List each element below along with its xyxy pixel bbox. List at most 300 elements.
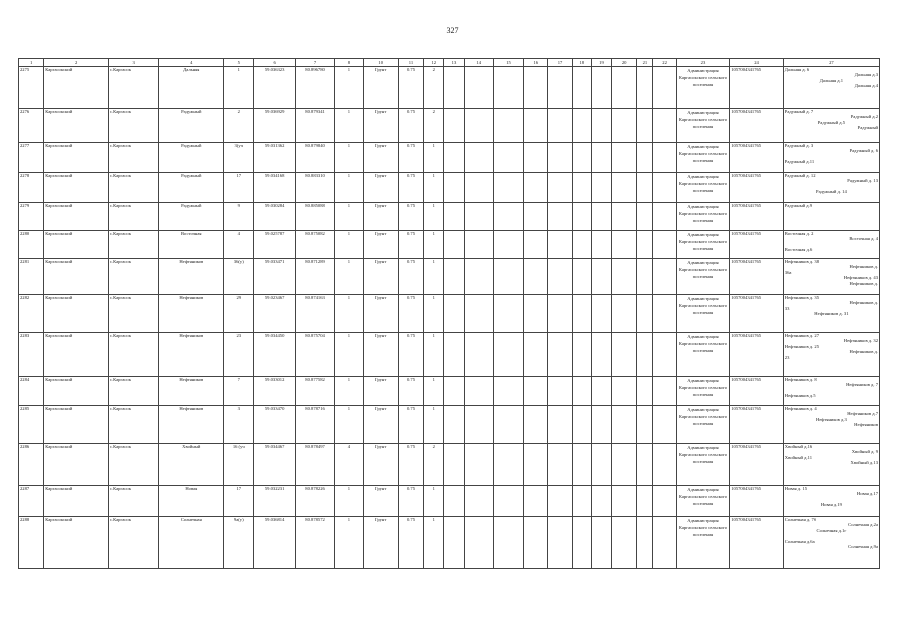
cell-area: 0.75 <box>398 517 423 569</box>
cell-empty <box>464 444 493 486</box>
cell-street: Нефтяников <box>159 333 224 377</box>
column-header: 7 <box>295 59 334 67</box>
cell-empty <box>464 173 493 203</box>
cell-latitude: 59.033471 <box>254 259 295 295</box>
cell-district: Каргасокский <box>44 109 109 143</box>
cell-house: 3(уч <box>224 143 254 173</box>
address-line: Нефтяников <box>854 422 878 428</box>
cell-empty <box>444 517 464 569</box>
cell-empty <box>637 173 653 203</box>
cell-empty <box>572 517 591 569</box>
cell-latitude: 59.033470 <box>254 406 295 444</box>
cell-addresses <box>783 173 879 203</box>
header-row <box>19 59 880 67</box>
column-header: 13 <box>444 59 464 67</box>
cell-empty <box>612 231 637 259</box>
cell-empty <box>444 67 464 109</box>
cell-empty <box>524 143 548 173</box>
cell-longitude: 80.878716 <box>295 406 334 444</box>
cell-empty <box>653 444 676 486</box>
cell-surface: Грунт <box>363 486 398 517</box>
cell-empty <box>572 486 591 517</box>
cell-empty <box>524 295 548 333</box>
address-line: Восточная д. 4 <box>849 236 878 242</box>
cell-count: 1 <box>335 259 363 295</box>
column-header: 16 <box>524 59 548 67</box>
cell-street: Радужный <box>159 203 224 231</box>
address-line: Новая д.19 <box>820 502 842 508</box>
cell-empty <box>612 377 637 406</box>
cell-owner: Администрация Каргасокского сельского поселения <box>676 377 730 406</box>
cell-settlement: с.Каргасок <box>108 517 159 569</box>
cell-empty <box>591 517 611 569</box>
cell-latitude: 59.033012 <box>254 377 295 406</box>
address-line: Радужный д. 14 <box>816 189 847 195</box>
cell-longitude: 80.874163 <box>295 295 334 333</box>
cell-empty <box>591 259 611 295</box>
cell-district: Каргасокский <box>44 333 109 377</box>
cell-empty <box>637 203 653 231</box>
cell-settlement: с.Каргасок <box>108 67 159 109</box>
column-header: 14 <box>464 59 493 67</box>
cell-house: 36(у) <box>224 259 254 295</box>
cell-addresses <box>783 67 879 109</box>
cell-empty <box>572 333 591 377</box>
cell-latitude: 59.030284 <box>254 203 295 231</box>
cell-area: 0.75 <box>398 406 423 444</box>
cell-street: Восточная <box>159 231 224 259</box>
cell-empty <box>464 259 493 295</box>
cell-empty <box>653 203 676 231</box>
address-line: Нефтяников д. 4 <box>784 406 817 411</box>
address-line: 36а <box>784 269 792 275</box>
cell-house: 17 <box>224 486 254 517</box>
cell-count: 1 <box>335 406 363 444</box>
cell-empty <box>612 67 637 109</box>
cell-empty <box>493 67 523 109</box>
cell-district: Каргасокский <box>44 377 109 406</box>
cell-empty <box>572 259 591 295</box>
cell-settlement: с.Каргасок <box>108 231 159 259</box>
cell-street: Нефтяников <box>159 259 224 295</box>
address-line: Нефтяников д. 7 <box>846 382 878 388</box>
cell-longitude: 80.875082 <box>295 231 334 259</box>
cell-containers: 2 <box>424 444 444 486</box>
cell-longitude: 80.878226 <box>295 486 334 517</box>
address-line: 23 <box>784 354 790 360</box>
cell-street: Нефтяников <box>159 295 224 333</box>
cell-empty <box>653 406 676 444</box>
cell-latitude: 59.031362 <box>254 143 295 173</box>
cell-empty <box>612 259 637 295</box>
cell-street: Солнечная <box>159 517 224 569</box>
cell-empty <box>493 109 523 143</box>
cell-id: 2288 <box>19 517 44 569</box>
cell-owner: Администрация Каргасокского сельского поселения <box>676 259 730 295</box>
cell-containers: 1 <box>424 143 444 173</box>
cell-district: Каргасокский <box>44 444 109 486</box>
cell-empty <box>637 333 653 377</box>
cell-empty <box>591 333 611 377</box>
cell-count: 1 <box>335 109 363 143</box>
column-header: 17 <box>548 59 572 67</box>
cell-street: Нефтяников <box>159 406 224 444</box>
cell-empty <box>464 377 493 406</box>
cell-count: 1 <box>335 231 363 259</box>
cell-house: 1 <box>224 67 254 109</box>
cell-empty <box>444 231 464 259</box>
cell-addresses <box>783 377 879 406</box>
registry-table <box>18 58 880 569</box>
cell-surface: Грунт <box>363 295 398 333</box>
column-header: 12 <box>424 59 444 67</box>
cell-id: 2275 <box>19 67 44 109</box>
cell-empty <box>591 231 611 259</box>
cell-longitude: 80.877582 <box>295 377 334 406</box>
cell-owner: Администрация Каргасокского сельского поселения <box>676 295 730 333</box>
cell-owner: Администрация Каргасокского сельского поселения <box>676 333 730 377</box>
cell-latitude: 59.036814 <box>254 517 295 569</box>
cell-code: 1057004341765 <box>730 517 784 569</box>
cell-empty <box>464 109 493 143</box>
cell-surface: Грунт <box>363 67 398 109</box>
cell-empty <box>524 406 548 444</box>
cell-surface: Грунт <box>363 406 398 444</box>
cell-count: 1 <box>335 203 363 231</box>
cell-area: 0.75 <box>398 259 423 295</box>
cell-settlement: с.Каргасок <box>108 259 159 295</box>
cell-area: 0.75 <box>398 203 423 231</box>
cell-containers: 1 <box>424 517 444 569</box>
cell-count: 1 <box>335 295 363 333</box>
cell-empty <box>591 173 611 203</box>
cell-area: 0.75 <box>398 109 423 143</box>
cell-addresses <box>783 517 879 569</box>
address-line: 33 <box>784 305 790 311</box>
cell-street: Новая <box>159 486 224 517</box>
cell-street: Нефтяников <box>159 377 224 406</box>
cell-empty <box>464 406 493 444</box>
cell-owner: Администрация Каргасокского сельского поселения <box>676 109 730 143</box>
cell-empty <box>612 143 637 173</box>
cell-empty <box>572 444 591 486</box>
column-header: 8 <box>335 59 363 67</box>
cell-empty <box>612 173 637 203</box>
cell-count: 1 <box>335 377 363 406</box>
cell-owner: Администрация Каргасокского сельского поселения <box>676 231 730 259</box>
cell-code: 1057004341765 <box>730 173 784 203</box>
cell-longitude: 80.871289 <box>295 259 334 295</box>
cell-street: Радужный <box>159 173 224 203</box>
address-line: Радужный д.2 <box>850 114 878 120</box>
cell-empty <box>653 486 676 517</box>
cell-empty <box>444 295 464 333</box>
cell-containers: 1 <box>424 259 444 295</box>
cell-empty <box>444 203 464 231</box>
cell-settlement: с.Каргасок <box>108 444 159 486</box>
cell-longitude: 80.875704 <box>295 333 334 377</box>
cell-surface: Грунт <box>363 143 398 173</box>
cell-house: 29 <box>224 295 254 333</box>
cell-code: 1057004341765 <box>730 143 784 173</box>
cell-id: 2287 <box>19 486 44 517</box>
address-line: Радужный д.9 <box>784 203 813 208</box>
address-line: Радужный д. 3 <box>784 143 814 148</box>
cell-id: 2280 <box>19 231 44 259</box>
cell-id: 2277 <box>19 143 44 173</box>
cell-house: 3 <box>224 406 254 444</box>
column-header: 24 <box>730 59 784 67</box>
address-line: Нефтяников д.5 <box>784 393 816 399</box>
address-line: Хвойный д.11 <box>784 454 813 460</box>
address-line: Нефтяников д. 31 <box>814 311 849 317</box>
address-line: Радужный <box>857 125 878 131</box>
cell-latitude: 59.023467 <box>254 295 295 333</box>
cell-id: 2279 <box>19 203 44 231</box>
cell-addresses <box>783 486 879 517</box>
cell-latitude: 59.025787 <box>254 231 295 259</box>
cell-owner: Администрация Каргасокского сельского поселения <box>676 517 730 569</box>
address-line: Нефтяников д. 35 <box>784 295 819 300</box>
cell-empty <box>524 203 548 231</box>
cell-surface: Грунт <box>363 517 398 569</box>
cell-empty <box>612 109 637 143</box>
cell-empty <box>444 444 464 486</box>
cell-house: 9а(у) <box>224 517 254 569</box>
cell-empty <box>464 203 493 231</box>
cell-empty <box>653 173 676 203</box>
column-header: 20 <box>612 59 637 67</box>
cell-empty <box>524 259 548 295</box>
cell-empty <box>493 333 523 377</box>
cell-count: 1 <box>335 67 363 109</box>
cell-surface: Грунт <box>363 173 398 203</box>
address-line: Дальняя д.4 <box>854 83 878 89</box>
column-header: 27 <box>783 59 879 67</box>
cell-empty <box>591 109 611 143</box>
address-line: Радужный д. 7 <box>784 109 814 114</box>
cell-containers: 1 <box>424 333 444 377</box>
table-row <box>19 67 880 109</box>
cell-id: 2283 <box>19 333 44 377</box>
cell-empty <box>493 259 523 295</box>
cell-house: 9 <box>224 203 254 231</box>
cell-empty <box>464 295 493 333</box>
cell-code: 1057004341765 <box>730 377 784 406</box>
cell-empty <box>653 377 676 406</box>
cell-empty <box>548 295 572 333</box>
address-line: Радужный д. 6 <box>849 148 878 154</box>
address-line: Солнечная д. 7б <box>784 517 817 522</box>
cell-owner: Администрация Каргасокского сельского поселения <box>676 486 730 517</box>
table-row <box>19 406 880 444</box>
cell-area: 0.75 <box>398 486 423 517</box>
column-header: 18 <box>572 59 591 67</box>
cell-surface: Грунт <box>363 259 398 295</box>
address-line: Нефтяников д. <box>849 264 878 270</box>
cell-containers: 1 <box>424 231 444 259</box>
address-line: Хвойный д. 9 <box>851 449 878 455</box>
cell-house: 17 <box>224 173 254 203</box>
cell-empty <box>637 259 653 295</box>
cell-district: Каргасокский <box>44 295 109 333</box>
address-line: Солнечная д.6а <box>784 538 815 544</box>
cell-settlement: с.Каргасок <box>108 295 159 333</box>
cell-empty <box>612 203 637 231</box>
cell-containers: 2 <box>424 67 444 109</box>
cell-latitude: 59.036323 <box>254 67 295 109</box>
cell-code: 1057004341765 <box>730 259 784 295</box>
cell-empty <box>444 259 464 295</box>
table-row <box>19 259 880 295</box>
cell-empty <box>524 517 548 569</box>
address-line: Дальняя д. 6 <box>784 67 810 72</box>
cell-empty <box>591 377 611 406</box>
cell-empty <box>591 203 611 231</box>
cell-count: 1 <box>335 143 363 173</box>
table-row <box>19 203 880 231</box>
column-header: 1 <box>19 59 44 67</box>
table-row <box>19 486 880 517</box>
table-row <box>19 173 880 203</box>
cell-street: Дальняя <box>159 67 224 109</box>
cell-empty <box>637 444 653 486</box>
cell-containers: 1 <box>424 377 444 406</box>
cell-code: 1057004341765 <box>730 203 784 231</box>
column-header: 21 <box>637 59 653 67</box>
table-body <box>19 67 880 569</box>
cell-settlement: с.Каргасок <box>108 143 159 173</box>
cell-code: 1057004341765 <box>730 486 784 517</box>
cell-settlement: с.Каргасок <box>108 109 159 143</box>
cell-district: Каргасокский <box>44 67 109 109</box>
cell-containers: 1 <box>424 173 444 203</box>
cell-code: 1057004341765 <box>730 406 784 444</box>
cell-area: 0.75 <box>398 143 423 173</box>
column-header: 23 <box>676 59 730 67</box>
cell-empty <box>464 67 493 109</box>
column-header: 15 <box>493 59 523 67</box>
table-row <box>19 517 880 569</box>
cell-addresses <box>783 406 879 444</box>
cell-longitude: 80.879341 <box>295 109 334 143</box>
cell-owner: Администрация Каргасокского сельского поселения <box>676 444 730 486</box>
cell-district: Каргасокский <box>44 173 109 203</box>
cell-empty <box>572 295 591 333</box>
cell-id: 2286 <box>19 444 44 486</box>
address-line: Радужный д. 13 <box>847 178 878 184</box>
cell-empty <box>493 173 523 203</box>
cell-surface: Грунт <box>363 333 398 377</box>
cell-empty <box>637 406 653 444</box>
cell-id: 2282 <box>19 295 44 333</box>
cell-empty <box>548 333 572 377</box>
cell-empty <box>493 517 523 569</box>
cell-empty <box>444 109 464 143</box>
cell-latitude: 59.034467 <box>254 444 295 486</box>
cell-owner: Администрация Каргасокского сельского поселения <box>676 173 730 203</box>
address-line: Нефтяников д. 25 <box>784 343 819 349</box>
cell-code: 1057004341765 <box>730 231 784 259</box>
cell-empty <box>653 295 676 333</box>
cell-empty <box>493 486 523 517</box>
cell-latitude: 59.032231 <box>254 486 295 517</box>
cell-district: Каргасокский <box>44 231 109 259</box>
cell-empty <box>548 203 572 231</box>
address-line: Новая д. 15 <box>784 486 808 491</box>
address-line: Нефтяников д.7 <box>847 411 878 417</box>
cell-addresses <box>783 231 879 259</box>
column-header: 19 <box>591 59 611 67</box>
cell-district: Каргасокский <box>44 517 109 569</box>
cell-addresses <box>783 333 879 377</box>
cell-street: Хвойный <box>159 444 224 486</box>
cell-empty <box>572 203 591 231</box>
address-line: Нефтяников д.3 <box>816 416 847 422</box>
cell-street: Радужный <box>159 109 224 143</box>
cell-containers: 1 <box>424 486 444 517</box>
cell-empty <box>548 67 572 109</box>
cell-latitude: 59.034450 <box>254 333 295 377</box>
cell-empty <box>591 486 611 517</box>
cell-empty <box>548 377 572 406</box>
cell-count: 1 <box>335 486 363 517</box>
cell-owner: Администрация Каргасокского сельского поселения <box>676 203 730 231</box>
table-row <box>19 377 880 406</box>
cell-empty <box>637 231 653 259</box>
cell-area: 0.75 <box>398 295 423 333</box>
cell-owner: Администрация Каргасокского сельского поселения <box>676 143 730 173</box>
table-row <box>19 143 880 173</box>
cell-addresses <box>783 109 879 143</box>
cell-empty <box>653 67 676 109</box>
cell-empty <box>548 259 572 295</box>
cell-addresses <box>783 203 879 231</box>
address-line: Солнечная д.1г <box>816 527 847 533</box>
address-line: Дальняя д.1 <box>819 77 843 83</box>
cell-longitude: 80.878497 <box>295 444 334 486</box>
cell-empty <box>444 406 464 444</box>
cell-district: Каргасокский <box>44 486 109 517</box>
cell-empty <box>612 333 637 377</box>
table-row <box>19 295 880 333</box>
cell-street: Радужный <box>159 143 224 173</box>
cell-code: 1057004341765 <box>730 109 784 143</box>
cell-owner: Администрация Каргасокского сельского поселения <box>676 67 730 109</box>
table-row <box>19 109 880 143</box>
address-line: Нефтяников д. <box>849 349 878 355</box>
cell-empty <box>493 203 523 231</box>
table-row <box>19 231 880 259</box>
cell-empty <box>464 231 493 259</box>
cell-empty <box>612 517 637 569</box>
cell-latitude: 59.036929 <box>254 109 295 143</box>
cell-addresses <box>783 259 879 295</box>
cell-empty <box>653 109 676 143</box>
address-line: Восточная д.6 <box>784 247 813 253</box>
address-line: Радужный д.11 <box>784 159 815 165</box>
address-line: Радужный д.5 <box>817 119 846 125</box>
cell-empty <box>653 259 676 295</box>
cell-empty <box>612 295 637 333</box>
address-line: Нефтяников д. <box>849 300 878 306</box>
column-header: 11 <box>398 59 423 67</box>
cell-empty <box>548 406 572 444</box>
cell-empty <box>524 231 548 259</box>
cell-code: 1057004341765 <box>730 295 784 333</box>
cell-surface: Грунт <box>363 377 398 406</box>
cell-settlement: с.Каргасок <box>108 377 159 406</box>
